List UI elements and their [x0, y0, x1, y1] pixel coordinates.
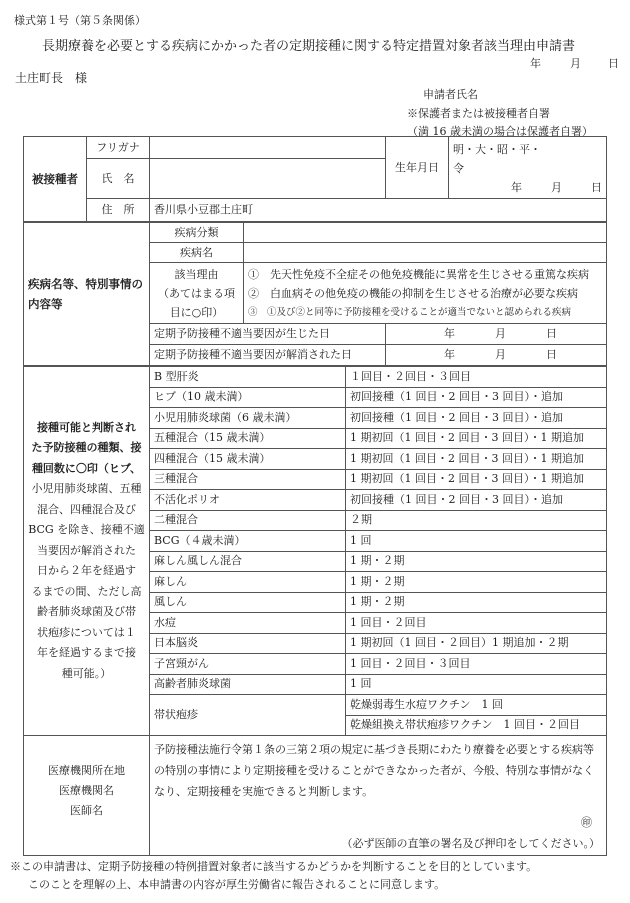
vaccine-doses[interactable]: １回目・２回目・３回目	[346, 367, 607, 388]
birth-year-label: 年	[511, 181, 522, 194]
name-label: 氏 名	[87, 159, 150, 199]
date-month-label: 月	[570, 57, 581, 70]
form-number: 様式第１号（第５条関係）	[14, 14, 146, 27]
reason-option-3[interactable]: ③ ①及び②と同等に予防接種を受けることが適当でないと認められる疾病	[248, 306, 572, 318]
vaccine-name: 不活化ポリオ	[150, 490, 346, 511]
vaccine-name: 三種混合	[150, 469, 346, 490]
vaccine-name: ヒブ（10 歳未満）	[150, 387, 346, 408]
birth-date-field[interactable]	[449, 137, 607, 199]
disease-name-field[interactable]	[244, 243, 607, 263]
vaccine-name: 風しん	[150, 592, 346, 613]
vaccine-doses[interactable]: ２期	[346, 510, 607, 531]
applicant-note-2: （満 16 歳未満の場合は保護者自署）	[407, 125, 593, 138]
vaccine-section-label-line: 状疱疹については１	[37, 625, 136, 639]
reason-label	[150, 263, 244, 324]
vaccine-section-label-line: 当要因が解消された	[37, 543, 136, 557]
doctor-table	[23, 735, 607, 856]
reason-label-line-3: 目に○印）	[169, 305, 224, 319]
era-reiwa[interactable]: 令	[453, 162, 464, 175]
disease-category-label: 疾病分類	[150, 223, 244, 243]
vaccine-section-label	[24, 367, 150, 736]
vaccine-name: 子宮頸がん	[150, 654, 346, 675]
vaccine-doses[interactable]: 1 回	[346, 674, 607, 695]
clinic-address-label: 医療機関所在地	[48, 763, 125, 777]
vaccine-doses[interactable]: 1 期初回（1 回目・2 回目・3 回目）・1 期追加	[346, 428, 607, 449]
footer-note-1: ※この申請書は、定期予防接種の特例措置対象者に該当するかどうかを判断することを目的としています。	[10, 860, 538, 873]
reason-label-line-2: （あてはまる項	[158, 286, 235, 300]
disease-name-label: 疾病名	[150, 243, 244, 263]
occurred-day: 日	[546, 327, 557, 340]
resolved-month: 月	[495, 348, 506, 361]
vaccine-section-label-line: BCG を除き、接種不適	[28, 523, 145, 537]
applicant-name-label: 申請者氏名	[423, 88, 478, 101]
disease-section-label: 疾病名等、特別事情の内容等	[24, 223, 150, 366]
applicant-note-1: ※保護者または被接種者自署	[407, 107, 550, 120]
doctor-statement: 予防接種法施行令第１条の三第２項の規定に基づき長期にわたり療養を必要とする疾病等の特別の事情により定期接種を受けることができなかった者が、今般、特別な事情がなくなり、定期接種を実施できると判断します。	[154, 743, 594, 798]
birth-month-label: 月	[551, 181, 562, 194]
recipient-section-label: 被接種者	[24, 137, 87, 222]
vaccine-name: 水痘	[150, 613, 346, 634]
doctor-statement-cell[interactable]	[150, 736, 607, 856]
clinic-name-label: 医療機関名	[59, 783, 114, 797]
signature-note: （必ず医師の直筆の署名及び押印をしてください。）	[341, 837, 600, 850]
birth-date-label: 生年月日	[386, 137, 449, 199]
resolved-day: 日	[546, 348, 557, 361]
vaccine-name: 麻しん	[150, 572, 346, 593]
vaccine-doses[interactable]: 初回接種（1 回目・2 回目・3 回目）・追加	[346, 490, 607, 511]
birth-day-label: 日	[591, 181, 602, 194]
date-year-label: 年	[530, 57, 541, 70]
resolved-year: 年	[444, 348, 455, 361]
vaccine-section-label-line: 齢者肺炎球菌及び帯	[37, 605, 136, 619]
vaccine-name: 小児用肺炎球菌（6 歳未満）	[150, 408, 346, 429]
doctor-name-label: 医師名	[70, 803, 103, 817]
address-label: 住 所	[87, 199, 150, 222]
doctor-labels	[24, 736, 150, 856]
name-field[interactable]	[150, 159, 386, 199]
birth-ymd	[453, 178, 602, 197]
vaccine-name: B 型肝炎	[150, 367, 346, 388]
vaccine-doses[interactable]: 1 期初回（1 回目・２回目）1 期追加・２期	[346, 633, 607, 654]
vaccine-doses[interactable]: 1 期・２期	[346, 592, 607, 613]
vaccine-doses[interactable]: 1 回目・２回目	[346, 613, 607, 634]
resolved-date-field[interactable]	[386, 345, 607, 366]
vaccine-section-label-line: 種可能。）	[61, 666, 112, 680]
vaccine-section-label-line: 日から２年を経過す	[37, 564, 136, 578]
document-title: 長期療養を必要とする疾病にかかった者の定期接種に関する特定措置対象者該当理由申請書	[42, 39, 576, 54]
vaccine-name: 麻しん風しん混合	[150, 551, 346, 572]
vaccine-doses[interactable]: 1 期・２期	[346, 551, 607, 572]
vaccine-name: 高齢者肺炎球菌	[150, 674, 346, 695]
disease-category-field[interactable]	[244, 223, 607, 243]
vaccine-name-shingles: 帯状疱疹	[150, 695, 346, 736]
vaccine-section-label-line: 種回数に〇印（ヒブ、	[31, 461, 142, 475]
vaccine-section-label-line: 混合、四種混合及び	[37, 502, 136, 516]
vaccine-doses[interactable]: 1 回	[346, 531, 607, 552]
vaccine-name: 四種混合（15 歳未満）	[150, 449, 346, 470]
vaccine-section-label-line: 小児用肺炎球菌、五種	[31, 482, 142, 496]
vaccine-doses[interactable]: 初回接種（1 回目・2 回目・3 回目）・追加	[346, 408, 607, 429]
vaccine-section-label-line: 年を経過するまで接	[37, 646, 136, 660]
vaccine-section-label-line: 接種可能と判断され	[37, 420, 136, 434]
vaccine-doses[interactable]: 1 期・２期	[346, 572, 607, 593]
vaccine-doses[interactable]: 1 期初回（1 回目・2 回目・3 回目）・1 期追加	[346, 469, 607, 490]
vaccine-doses[interactable]: 1 期初回（1 回目・2 回目・3 回目）・1 期追加	[346, 449, 607, 470]
furigana-label: フリガナ	[87, 137, 150, 159]
vaccine-section-label-line: た予防接種の種類、接	[31, 441, 142, 455]
footer-note-2: このことを理解の上、本申請書の内容が厚生労働省に報告されることに同意します。	[28, 878, 446, 891]
occurred-date-field[interactable]	[386, 324, 607, 345]
disease-table	[23, 222, 607, 366]
furigana-field[interactable]	[150, 137, 386, 159]
vaccine-name: 二種混合	[150, 510, 346, 531]
occurred-date-label: 定期予防接種不適当要因が生じた日	[150, 324, 386, 345]
vaccine-doses[interactable]: 1 回目・２回目・３回目	[346, 654, 607, 675]
vaccine-name: BCG（４歳未満）	[150, 531, 346, 552]
reason-options	[244, 263, 607, 324]
vaccine-name: 五種混合（15 歳未満）	[150, 428, 346, 449]
era-options[interactable]: 明・大・昭・平・	[453, 143, 541, 156]
vaccine-table	[23, 366, 607, 736]
addressee: 土庄町長 様	[15, 71, 88, 85]
recipient-table	[23, 136, 607, 222]
vaccine-doses[interactable]: 初回接種（1 回目・2 回目・3 回目）・追加	[346, 387, 607, 408]
vaccine-name: 日本脳炎	[150, 633, 346, 654]
reason-label-line-1: 該当理由	[174, 267, 219, 281]
seal-mark: ㊞	[581, 816, 592, 829]
shingles-option-live[interactable]: 乾燥弱毒生水痘ワクチン 1 回	[346, 695, 607, 716]
date-day-label: 日	[608, 57, 619, 70]
address-field[interactable]: 香川県小豆郡土庄町	[150, 199, 607, 222]
occurred-year: 年	[444, 327, 455, 340]
resolved-date-label: 定期予防接種不適当要因が解消された日	[150, 345, 386, 366]
reason-option-1[interactable]: ① 先天性免疫不全症その他免疫機能に異常を生じさせる重篤な疾病	[248, 267, 589, 281]
reason-option-2[interactable]: ② 白血病その他免疫の機能の抑制を生じさせる治療が必要な疾病	[248, 286, 578, 300]
vaccine-section-label-line: るまでの間、ただし高	[31, 584, 142, 598]
occurred-month: 月	[495, 327, 506, 340]
shingles-option-recombinant[interactable]: 乾燥組換え帯状疱疹ワクチン 1 回目・２回目	[346, 715, 607, 736]
